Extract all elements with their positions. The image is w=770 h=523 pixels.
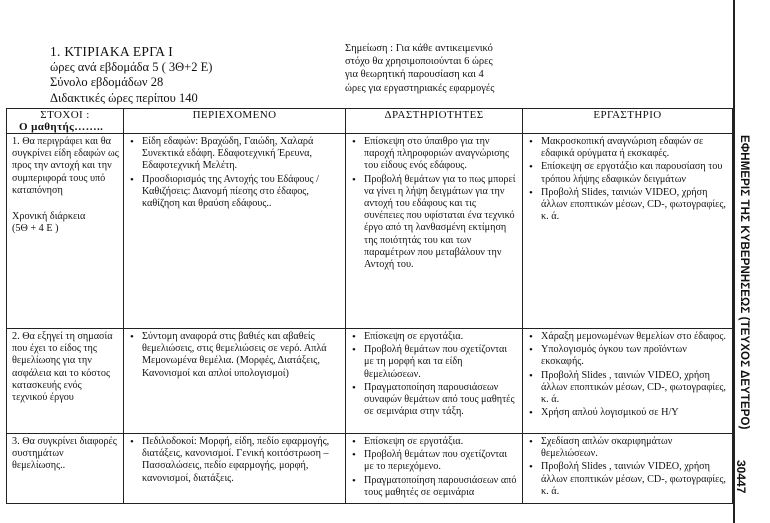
list-item: • Προβολή θεμάτων για το πως μπορεί να γίνει η λήψη δειγμάτων για την αντοχή του εδάφους και τις συνέπειες που υφίσταται ένα τεχνικό έργο από τη λανθασμένη εκτίμηση της ποιότητάς του και των παραμέτρων που μεταβάλουν την Αντοχή του.: [351, 174, 518, 272]
teaching-hours: Διδακτικές ώρες περίπου 140: [50, 90, 198, 105]
list-item: • Προβολή Slides , ταινιών VIDEO, χρήση άλλων εποπτικών μέσων, CD-, φωτογραφίες, κ. ά.: [528, 461, 728, 498]
goals-header-sub: Ο μαθητής……..: [19, 121, 104, 133]
list-item: • Προβολή θεμάτων που σχετίζονται με τη μορφή και τα είδη θεμελιώσεων.: [351, 344, 518, 381]
gazette-running-title: ΕΦΗΜΕΡΙΣ ΤΗΣ ΚΥΒΕΡΝΗΣΕΩΣ (ΤΕΥΧΟΣ ΔΕΥΤΕΡΟ): [738, 135, 750, 430]
table-row: [7, 134, 733, 329]
lab-header: ΕΡΓΑΣΤΗΡΙΟ: [523, 109, 733, 134]
course-header: [50, 44, 310, 106]
activities-cell: [346, 134, 523, 329]
list-item: • Προβολή Slides, ταινιών VIDEO, χρήση άλλων εποπτικών μέσων, CD-, φωτογραφίες, κ. ά.: [528, 187, 728, 224]
list-item: • Επίσκεψη σε εργοτάξια.: [351, 331, 518, 343]
hours-per-week: ώρες ανά εβδομάδα 5 ( 3Θ+2 Ε): [50, 59, 213, 74]
curriculum-table: [6, 108, 733, 504]
list-item: • Χάραξη μεμονωμένων θεμελίων στο έδαφος.: [528, 331, 728, 343]
content-cell: [124, 134, 346, 329]
list-item: • Υπολογισμός όγκου των προϊόντων εκσκαφής.: [528, 344, 728, 368]
goal-text: 2. Θα εξηγεί τη σημασία που έχει το είδος της θεμελίωσης για την ασφάλεια και το κόστος κατασκευής ενός τεχνικού έργου: [12, 331, 113, 404]
list-item: • Επίσκεψη στο ύπαιθρο για την παροχή πληροφοριών αναγνώρισης του είδους ενός εδάφους.: [351, 136, 518, 173]
lab-cell: [523, 434, 733, 504]
note-line: ώρες για εργαστηριακές εφαρμογές: [345, 82, 495, 94]
goals-header-label: ΣΤΟΧΟΙ :: [40, 109, 90, 121]
note-line: Σημείωση : Για κάθε αντικειμενικό: [345, 43, 493, 54]
list-item: • Προβολή Slides , ταινιών VIDEO, χρήση άλλων εποπτικών μέσων, CD-, φωτογραφίες, κ. ά.: [528, 370, 728, 407]
goal-cell: [7, 134, 124, 329]
list-item: • Πραγματοποίηση παρουσιάσεων συναφών θεμάτων από τους μαθητές σε σεμινάρια στην τάξη.: [351, 382, 518, 419]
course-title: 1. ΚΤΙΡΙΑΚΑ ΕΡΓΑ Ι: [50, 44, 174, 59]
duration-value: (5Θ + 4 Ε ): [12, 223, 59, 235]
lab-cell: [523, 134, 733, 329]
note-line: για θεωρητική παρουσίαση και 4: [345, 69, 484, 81]
list-item: • Επίσκεψη σε εργοτάξιο και παρουσίαση του τρόπου λήψης εδαφικών δειγμάτων: [528, 161, 728, 185]
list-item: • Πραγματοποίηση παρουσιάσεων από τους μαθητές σε σεμινάρια: [351, 475, 518, 499]
total-weeks: Σύνολο εβδομάδων 28: [50, 75, 164, 90]
list-item: • Προβολή θεμάτων που σχετίζονται με το περιεχόμενο.: [351, 449, 518, 473]
list-item: • Σχεδίαση απλών σκαριφημάτων θεμελιώσεων.: [528, 436, 728, 460]
goal-text: 1. Θα περιγράφει και θα συγκρίνει είδη εδαφών ως προς την αντοχή και την συμπεριφορά τους υπό καταπόνηση: [12, 136, 119, 196]
content-header: ΠΕΡΙΕΧΟΜΕΝΟ: [124, 109, 346, 134]
page-number: 30447: [734, 460, 748, 494]
list-item: • Χρήση απλού λογισμικού σε Η/Υ: [528, 407, 728, 419]
header-note: [345, 42, 530, 95]
goal-cell: [7, 329, 124, 434]
content-cell: [124, 329, 346, 434]
list-item: • Πεδιλοδοκοί: Μορφή, είδη, πεδίο εφαρμογής, διατάξεις, κανονισμοί. Γενική κοιτόστρωση – Πασσαλώσεις, πεδίο εφαρμογής, μορφή, κανονισμοί, διατάξεις.: [129, 436, 341, 485]
lab-cell: [523, 329, 733, 434]
content-cell: [124, 434, 346, 504]
activities-header: ΔΡΑΣΤΗΡΙΟΤΗΤΕΣ: [346, 109, 523, 134]
table-row: [7, 434, 733, 504]
list-item: • Μακροσκοπική αναγνώριση εδαφών σε εδαφικά ορύγματα ή εκσκαφές.: [528, 136, 728, 160]
list-item: • Επίσκεψη σε εργοτάξια.: [351, 436, 518, 448]
goal-cell: [7, 434, 124, 504]
activities-cell: [346, 434, 523, 504]
list-item: • Προσδιορισμός της Αντοχής του Εδάφους / Καθιζήσεις: Διανομή πίεσης στο έδαφος, καθίζηση και θραύση εδάφους..: [129, 174, 341, 211]
list-item: • Είδη εδαφών: Βραχώδη, Γαιώδη, Χαλαρά Συνεκτικά εδάφη. Εδαφοτεχνική Έρευνα, Εδαφοτεχνική Μελέτη.: [129, 136, 341, 173]
activities-cell: [346, 329, 523, 434]
table-row: [7, 329, 733, 434]
goals-header: [7, 109, 124, 134]
list-item: • Σύντομη αναφορά στις βαθιές και αβαθείς θεμελιώσεις, στις θεμελιώσεις σε νερό. Απλά Μεμονωμένα θεμέλια. (Μορφές, Διατάξεις, Κανονισμοί και απλοί υπολογισμοί): [129, 331, 341, 380]
goal-text: 3. Θα συγκρίνει διαφορές συστημάτων θεμελίωσης..: [12, 436, 117, 472]
duration-label: Χρονική διάρκεια: [12, 211, 86, 223]
note-line: στόχο θα χρησιμοποιούνται 6 ώρες: [345, 56, 493, 68]
table-header-row: [7, 109, 733, 134]
margin-rule: [733, 0, 735, 523]
